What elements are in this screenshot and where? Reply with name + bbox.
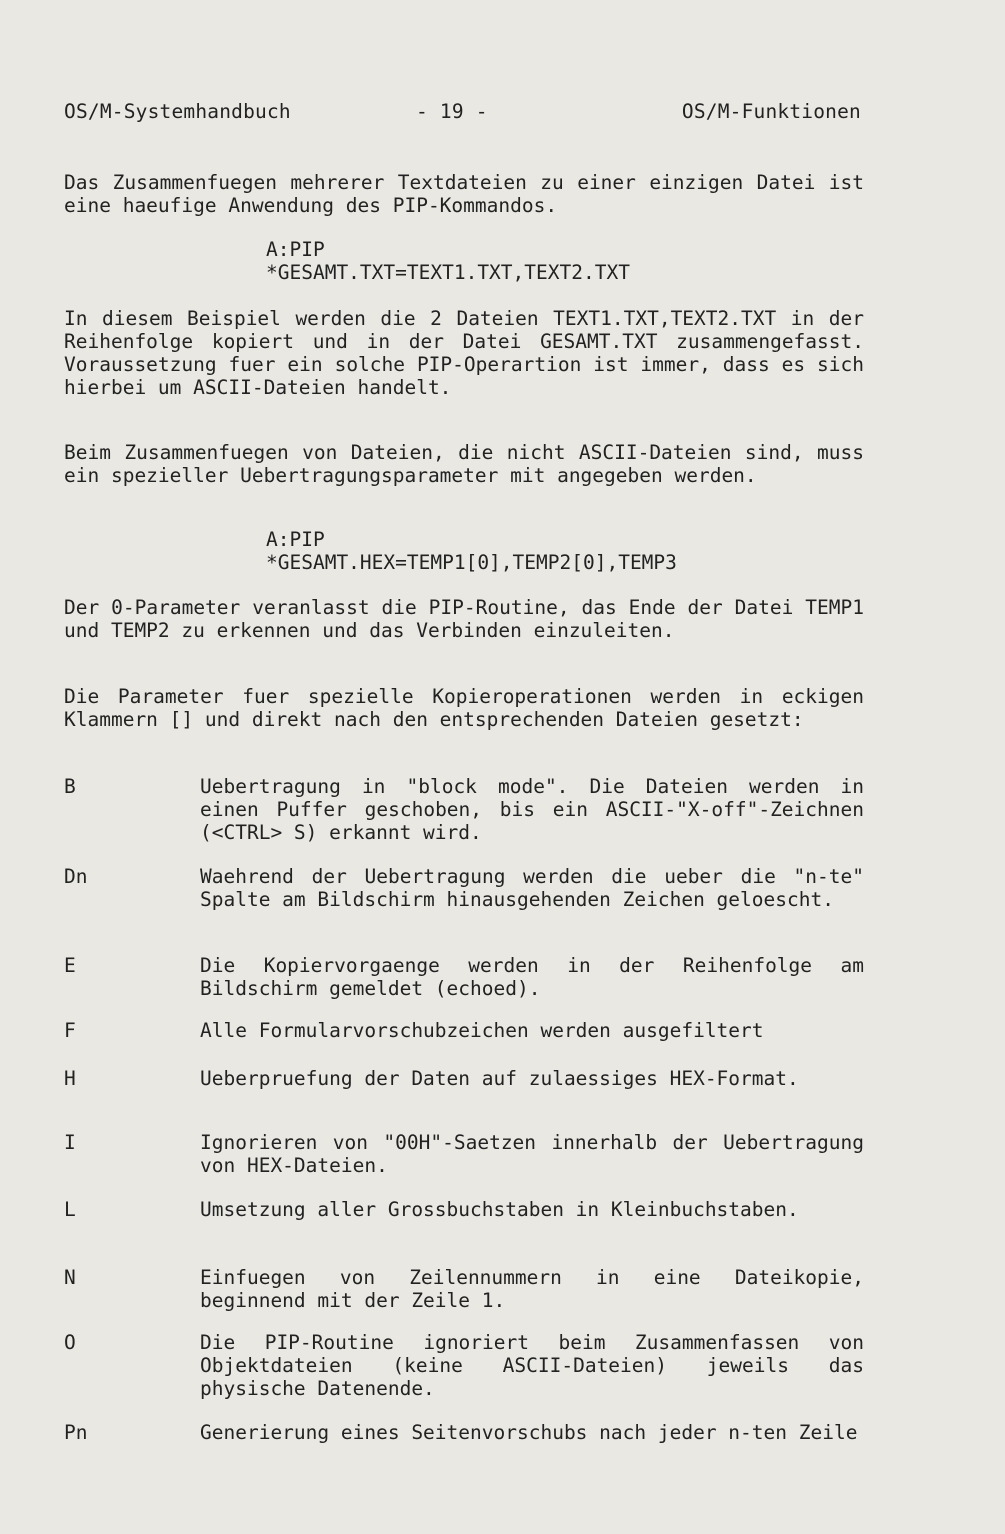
option-description: Die PIP-Routine ignoriert beim Zusammenfassen von Objektdateien (keine ASCII-Dateien) jeweils das physische Datenende. (200, 1331, 864, 1400)
option-description: Umsetzung aller Grossbuchstaben in Kleinbuchstaben. (200, 1198, 799, 1221)
header-left: OS/M-Systemhandbuch (64, 100, 291, 123)
option-key: B (64, 775, 76, 798)
code-line: *GESAMT.TXT=TEXT1.TXT,TEXT2.TXT (266, 261, 630, 284)
option-description: Generierung eines Seitenvorschubs nach jeder n-ten Zeile (200, 1421, 858, 1444)
option-description: Alle Formularvorschubzeichen werden ausgefiltert (200, 1019, 764, 1042)
page-number: - 19 - (416, 100, 488, 123)
paragraph-non-ascii: Beim Zusammenfuegen von Dateien, die nicht ASCII-Dateien sind, muss ein spezieller Uebertragungsparameter mit angegeben werden. (64, 441, 864, 487)
option-description: Ueberpruefung der Daten auf zulaessiges HEX-Format. (200, 1067, 799, 1090)
option-description: Waehrend der Uebertragung werden die ueber die "n-te" Spalte am Bildschirm hinausgehenden Zeichen geloescht. (200, 865, 864, 911)
option-description: Die Kopiervorgaenge werden in der Reihenfolge am Bildschirm gemeldet (echoed). (200, 954, 864, 1000)
option-description: Einfuegen von Zeilennummern in eine Dateikopie, beginnend mit der Zeile 1. (200, 1266, 864, 1312)
paragraph-intro: Das Zusammenfuegen mehrerer Textdateien zu einer einzigen Datei ist eine haeufige Anwendung des PIP-Kommandos. (64, 171, 864, 217)
option-key: F (64, 1019, 76, 1042)
code-example-2 (266, 528, 677, 574)
code-line: A:PIP (266, 528, 325, 551)
code-example-1 (266, 238, 630, 284)
header-right: OS/M-Funktionen (681, 100, 861, 123)
paragraph-parameters-intro: Die Parameter fuer spezielle Kopieroperationen werden in eckigen Klammern [] und direkt nach den entsprechenden Dateien gesetzt: (64, 685, 864, 731)
option-key: H (64, 1067, 76, 1090)
option-key: Dn (64, 865, 88, 888)
option-description: Ignorieren von "00H"-Saetzen innerhalb der Uebertragung von HEX-Dateien. (200, 1131, 864, 1177)
paragraph-zero-parameter: Der 0-Parameter veranlasst die PIP-Routine, das Ende der Datei TEMP1 und TEMP2 zu erkennen und das Verbinden einzuleiten. (64, 596, 864, 642)
option-key: I (64, 1131, 76, 1154)
option-key: Pn (64, 1421, 88, 1444)
option-key: N (64, 1266, 76, 1289)
option-key: O (64, 1331, 76, 1354)
option-key: E (64, 954, 76, 977)
option-key: L (64, 1198, 76, 1221)
paragraph-example-explanation: In diesem Beispiel werden die 2 Dateien TEXT1.TXT,TEXT2.TXT in der Reihenfolge kopiert und in der Datei GESAMT.TXT zusammengefasst. Voraussetzung fuer ein solche PIP-Operartion ist immer, dass es sich hierbei um ASCII-Dateien handelt. (64, 307, 864, 399)
code-line: A:PIP (266, 238, 325, 261)
code-line: *GESAMT.HEX=TEMP1[0],TEMP2[0],TEMP3 (266, 551, 677, 574)
option-description: Uebertragung in "block mode". Die Dateien werden in einen Puffer geschoben, bis ein ASCII-"X-off"-Zeichnen (<CTRL> S) erkannt wird. (200, 775, 864, 844)
